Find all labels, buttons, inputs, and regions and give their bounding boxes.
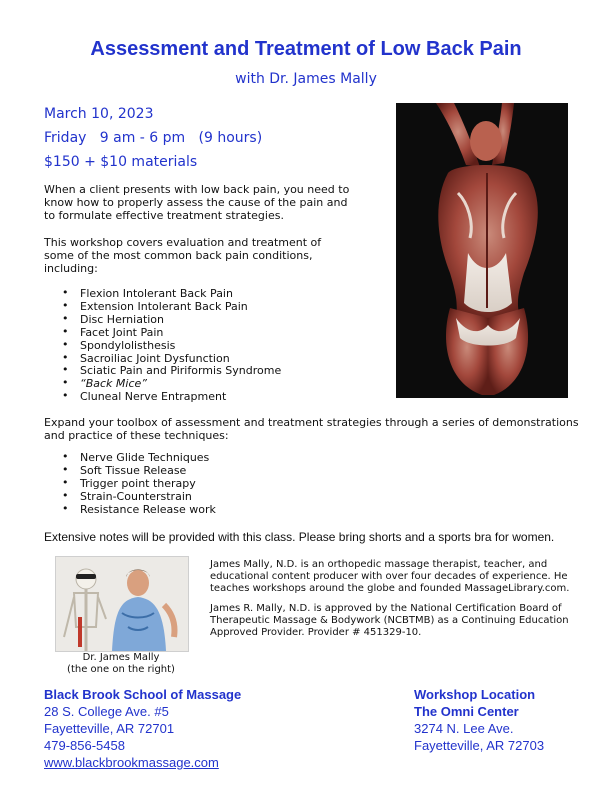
list-item: • Extension Intolerant Back Pain (62, 301, 281, 314)
page-subtitle: with Dr. James Mally (235, 71, 377, 87)
instructor-bio: James Mally, N.D. is an orthopedic massage therapist, teacher, and educational content producer with over four decades of experience. He teaches workshops around the globe and founded MassageLibrary.com. (210, 559, 570, 594)
anatomy-back-muscles-image (396, 103, 568, 398)
conditions-list (62, 288, 281, 404)
school-address-line2: Fayetteville, AR 72701 (44, 721, 175, 736)
location-venue: The Omni Center (414, 704, 519, 719)
list-item: • Cluneal Nerve Entrapment (62, 391, 281, 404)
techniques-list (62, 452, 216, 517)
event-time: Friday 9 am - 6 pm (9 hours) (44, 130, 263, 146)
list-item: • Sciatic Pain and Piriformis Syndrome (62, 365, 281, 378)
list-item: • Disc Herniation (62, 314, 281, 327)
list-item: • Spondylolisthesis (62, 340, 281, 353)
list-item: • Trigger point therapy (62, 478, 216, 491)
event-price: $150 + $10 materials (44, 154, 198, 170)
instructor-credentials: James R. Mally, N.D. is approved by the National Certification Board of Therapeutic Massage & Bodywork (NCBTMB) as a Continuing Education Approved Provider. Provider # 451329-10. (210, 603, 569, 638)
page-title: Assessment and Treatment of Low Back Pain (90, 38, 522, 60)
school-contact (44, 686, 241, 771)
location-heading: Workshop Location (414, 687, 536, 702)
school-address-line1: 28 S. College Ave. #5 (44, 704, 169, 719)
list-item: • Flexion Intolerant Back Pain (62, 288, 281, 301)
caption-name: Dr. James Mally (82, 652, 160, 663)
workshop-location (414, 686, 544, 754)
list-item: • Strain-Counterstrain (62, 491, 216, 504)
intro-paragraph: When a client presents with low back pain, you need to know how to properly assess the cause of the pain and to formulate effective treatment strategies. (44, 183, 350, 222)
school-name: Black Brook School of Massage (44, 687, 242, 702)
list-item: • “Back Mice” (62, 378, 281, 391)
class-notes: Extensive notes will be provided with this class. Please bring shorts and a sports bra for women. (44, 530, 555, 544)
school-website-link[interactable]: www.blackbrookmassage.com (44, 755, 219, 770)
instructor-photo (55, 556, 189, 652)
school-phone: 479-856-5458 (44, 738, 125, 753)
toolbox-paragraph: Expand your toolbox of assessment and treatment strategies through a series of demonstrations and practice of these techniques: (44, 416, 579, 442)
photo-caption (44, 652, 198, 676)
workshop-scope-paragraph: This workshop covers evaluation and treatment of some of the most common back pain conditions, including: (44, 236, 322, 275)
event-date: March 10, 2023 (44, 106, 154, 122)
list-item: • Sacroiliac Joint Dysfunction (62, 353, 281, 366)
list-item: • Nerve Glide Techniques (62, 452, 216, 465)
caption-note: (the one on the right) (67, 664, 175, 675)
location-address-line2: Fayetteville, AR 72703 (414, 738, 545, 753)
list-item: • Resistance Release work (62, 504, 216, 517)
location-address-line1: 3274 N. Lee Ave. (414, 721, 514, 736)
list-item: • Facet Joint Pain (62, 327, 281, 340)
list-item: • Soft Tissue Release (62, 465, 216, 478)
